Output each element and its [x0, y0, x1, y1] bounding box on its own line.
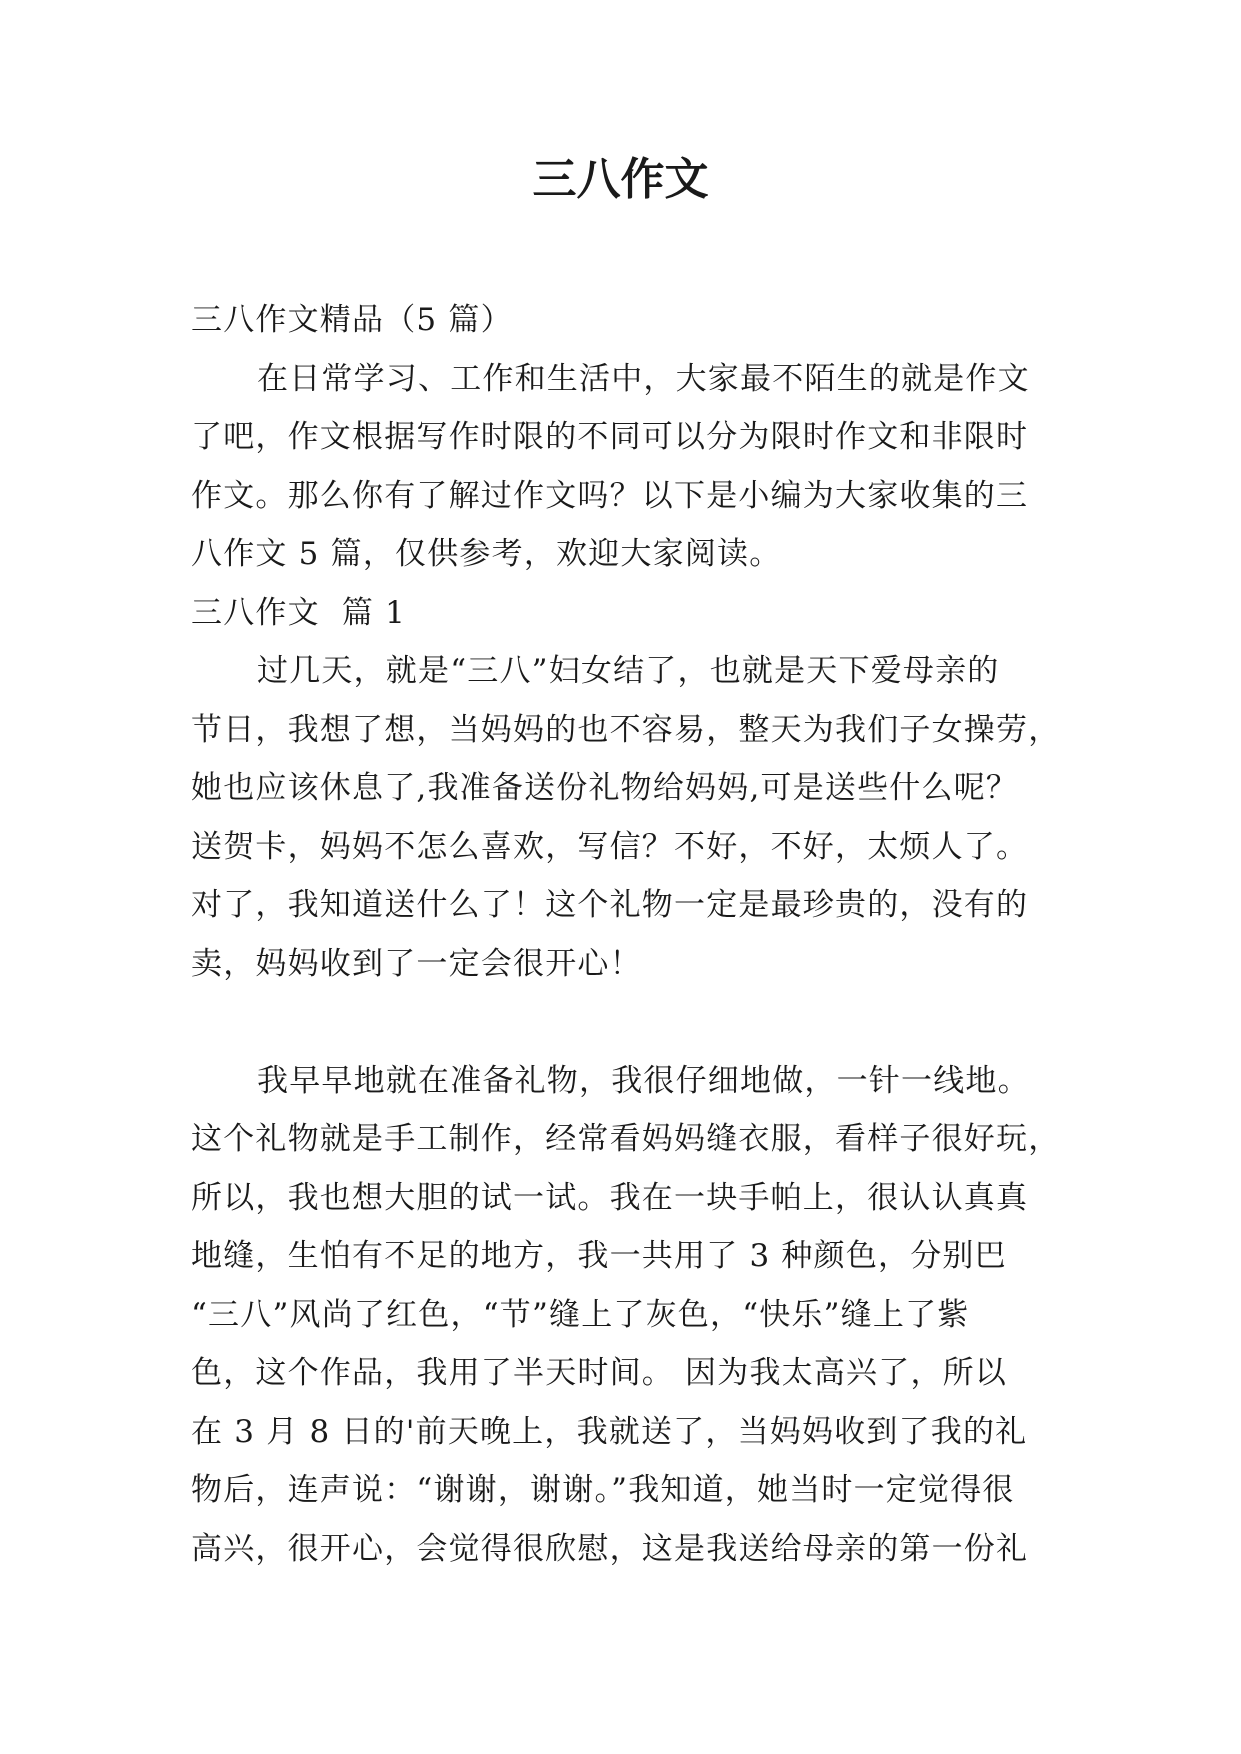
essay-line: 卖，妈妈收到了一定会很开心！ [191, 945, 642, 982]
intro-line: 了吧，作文根据写作时限的不同可以分为限时作文和非限时 [191, 419, 1029, 455]
intro-line: 作文。那么你有了解过作文吗？以下是小编为大家收集的三 [191, 477, 1029, 514]
collection-heading: 三八作文精品（5 篇） [191, 302, 513, 338]
essay-line: “三八”风尚了红色，“节”缝上了灰色，“快乐”缝上了紫 [191, 1296, 970, 1333]
intro-line: 在日常学习、工作和生活中，大家最不陌生的就是作文 [257, 360, 1030, 397]
essay-line: 送贺卡，妈妈不怎么喜欢，写信？不好，不好，太烦人了。 [191, 828, 1029, 865]
essay-line: 物后，连声说：“谢谢，谢谢。”我知道，她当时一定觉得很 [191, 1472, 1015, 1508]
essay-line: 我早早地就在准备礼物，我很仔细地做，一针一线地。 [257, 1062, 1030, 1099]
essay-line: 色，这个作品，我用了半天时间。 因为我太高兴了，所以 [191, 1355, 1008, 1391]
essay-heading: 三八作文 篇 1 [191, 594, 407, 631]
document-title: 三八作文 [532, 154, 709, 205]
paragraph-gap [191, 993, 1071, 1052]
intro-line: 八作文 5 篇，仅供参考，欢迎大家阅读。 [191, 536, 782, 572]
essay-line: 过几天，就是“三八”妇女结了，也就是天下爱母亲的 [257, 653, 1000, 689]
essay-line: 地缝，生怕有不足的地方，我一共用了 3 种颜色，分别巴 [191, 1238, 1007, 1274]
essay-line: 所以，我也想大胆的试一试。我在一块手帕上，很认认真真 [191, 1179, 1029, 1216]
essay-line: 对了，我知道送什么了！这个礼物一定是最珍贵的，没有的 [191, 887, 1029, 923]
essay-line: 节日，我想了想，当妈妈的也不容易，整天为我们子女操劳， [191, 711, 1061, 748]
document-body [191, 291, 1071, 1578]
essay-line: 这个礼物就是手工制作，经常看妈妈缝衣服，看样子很好玩， [191, 1121, 1061, 1157]
essay-line: 高兴，很开心，会觉得很欣慰，这是我送给母亲的第一份礼 [191, 1530, 1029, 1567]
essay-line: 在 3 月 8 日的'前天晚上，我就送了，当妈妈收到了我的礼 [191, 1413, 1028, 1450]
essay-line: 她也应该休息了,我准备送份礼物给妈妈,可是送些什么呢？ [191, 770, 1019, 806]
